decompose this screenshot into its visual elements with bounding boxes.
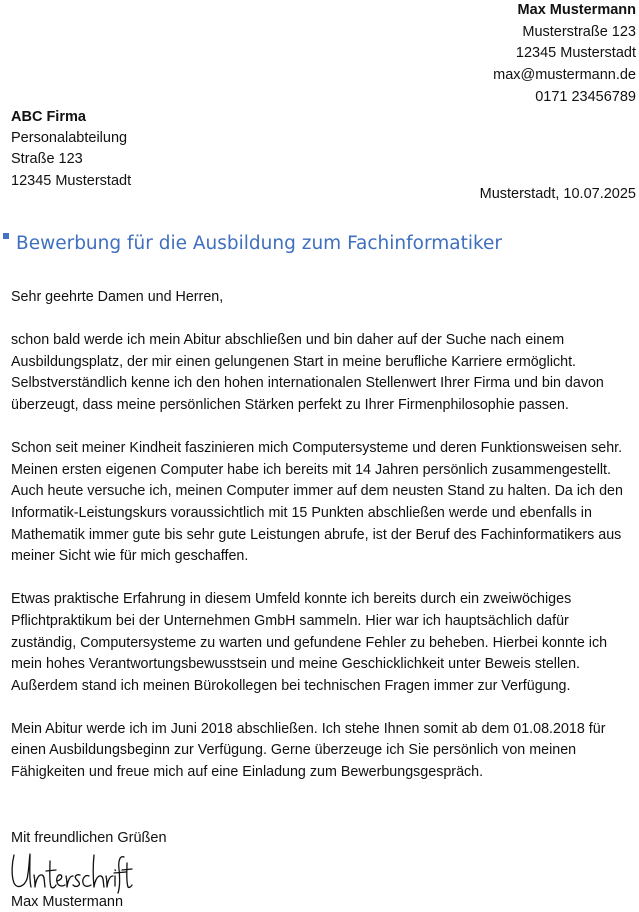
sender-name: Max Mustermann: [517, 2, 636, 18]
sender-street: Musterstraße 123: [522, 23, 636, 40]
subject-heading: Bewerbung für die Ausbildung zum Fachinformatiker: [16, 233, 503, 254]
body-paragraph: Etwas praktische Erfahrung in diesem Umfeld konnte ich bereits durch ein zweiwöchiges Pflichtpraktikum bei der Unternehmen GmbH sammeln. Hier war ich hauptsächlich dafür zuständig, Computersysteme zu warten und gefundene Fehler zu beheben. Hierbei konnte ich mein hohes Verantwortungsbewusstsein und meine Geschicklichkeit unter Beweis stellen. Außerdem stand ich meinen Bürokollegen bei technischen Fragen immer zur Verfügung.: [11, 591, 608, 694]
salutation: Sehr geehrte Damen und Herren,: [11, 289, 224, 305]
body-paragraph: Schon seit meiner Kindheit faszinieren mich Computersysteme und deren Funktionsweisen sehr. Meinen ersten eigenen Computer habe ich bereits mit 14 Jahren persönlich zusammengestellt. Auch heute versuche ich, meinen Computer immer auf dem neusten Stand zu halten. Da ich den Informatik-Leistungskurs voraussichtlich mit 15 Punkten abschließen werde und ebenfalls in Mathematik immer gute bis sehr gute Leistungen abrufe, ist der Beruf des Fachinformatikers aus meiner Sicht wie für mich geschaffen.: [11, 440, 623, 565]
recipient-address-block: [11, 107, 131, 192]
body-paragraph: Mein Abitur werde ich im Juni 2018 abschließen. Ich stehe Ihnen somit ab dem 01.08.2018 für einen Ausbildungsbeginn zur Verfügung. Gerne überzeuge ich Sie persönlich von meinen Fähigkeiten und freue mich auf eine Einladung zum Bewerbungsgespräch.: [11, 720, 606, 781]
sender-address-block: [493, 0, 636, 109]
recipient-company: ABC Firma: [11, 109, 86, 125]
place-date: Musterstadt, 10.07.2025: [479, 186, 636, 202]
body-paragraph: schon bald werde ich mein Abitur abschließen und bin daher auf der Suche nach einem Ausbildungsplatz, der mir einen gelungenen Start in meine berufliche Karriere ermöglicht. Selbstverständlich kenne ich den hohen internationalen Stellenwert Ihrer Firma und bin davon überzeugt, dass meine persönlichen Stärken perfekt zu Ihrer Firmenphilosophie passen.: [11, 332, 604, 413]
sender-email: max@mustermann.de: [493, 67, 636, 84]
closing-phrase: Mit freundlichen Grüßen: [11, 830, 167, 846]
recipient-city: 12345 Musterstadt: [11, 172, 132, 189]
handwritten-signature: [8, 849, 133, 895]
letter-body: [11, 287, 629, 805]
recipient-street: Straße 123: [11, 151, 83, 168]
heading-marker: [3, 233, 9, 239]
sender-city: 12345 Musterstadt: [515, 45, 636, 62]
signer-name: Max Mustermann: [11, 894, 124, 910]
sender-phone: 0171 23456789: [535, 88, 636, 105]
recipient-department: Personalabteilung: [11, 130, 128, 147]
